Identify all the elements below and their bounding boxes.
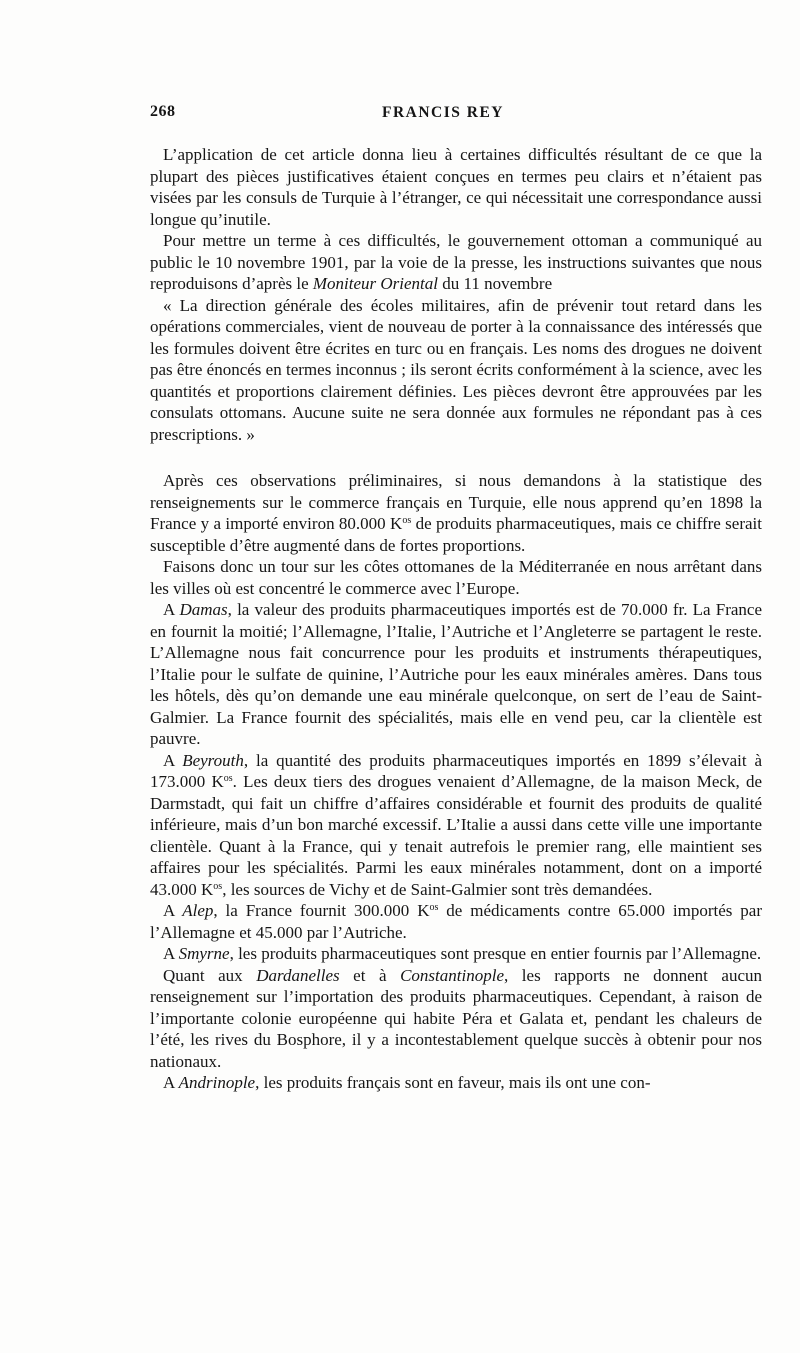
quoted-instruction: « La direction générale des écoles militaires, afin de prévenir tout retard dans les opérations commerciales, vient de nouveau de porter à la connaissance des intéressés que les formules doivent être écrites en turc ou en français. Les noms des drogues ne doivent pas être énoncés en termes inconnus ; ils seront écrits conformément à la science, avec les quantités et proportions clairement définies. Les pièces devront être approuvées par les consulats ottomans. Aucune suite ne sera donnée aux formules ne répondant pas à ces prescriptions. » (150, 295, 762, 444)
paragraph-alep: A Alep, la France fournit 300.000 $K^{os}$ de médicaments contre 65.000 importés par l’Allemagne et 45.000 par l’Autriche. (150, 901, 762, 942)
place-alep: Alep (182, 901, 214, 920)
place-constantinople: Constantinople (400, 965, 504, 985)
paragraph-damas: A Damas, la valeur des produits pharmaceutiques importés est de 70.000 fr. La France en fournit la moitié; l’Allemagne, l’Italie, l’Autriche et l’Angleterre se partagent le reste. L’Allemagne nous fait concurrence pour les produits et instruments thérapeutiques, l’Italie pour le sulfate de quinine, l’Autriche pour les eaux minérales amères. Dans tous les hôtels, dès qu’on demande une eau minérale quelconque, on sert de l’eau de Saint-Galmier. La France fournit des spécialités, mais elle en vend peu, car la clientèle est pauvre. (150, 600, 762, 748)
paragraph-statistics: Après ces observations préliminaires, si nous demandons à la statistique des renseignements sur le commerce français en Turquie, elle nous apprend qu’en 1898 la France y a importé environ 80.000 $K^{os}$ de produits pharmaceutiques, mais ce chiffre serait susceptible d’être augmenté dans de fortes proportions. (150, 471, 762, 555)
place-dardanelles: Dardanelles (256, 965, 340, 985)
place-andrinople: Andrinople (178, 1073, 256, 1092)
moniteur-oriental-title: Moniteur Oriental (312, 274, 439, 293)
paragraph-tour: Faisons donc un tour sur les côtes ottomanes de la Méditerranée en nous arrêtant dans les villes où est concentré le commerce avec l’Europe. (150, 557, 762, 598)
place-smyrne: Smyrne (178, 944, 230, 963)
paragraph-beyrouth: A Beyrouth, la quantité des produits pharmaceutiques importés en 1899 s’élevait à 173.000 $K^{os}$. Les deux tiers des drogues venaient d’Allemagne, de la maison Meck, de Darmstadt, qui fait un chiffre d’affaires considérable et fournit des produits de qualité inférieure, mais d’un bon marché excessif. L’Italie a aussi dans cette ville une importante clientèle. Quant à la France, qui y tenait autrefois le premier rang, elle maintient ses affaires pour les spécialités. Parmi les eaux minérales notamment, dont on a importé 43.000 $K^{os}$, les sources de Vichy et de Saint-Galmier sont très demandées. (150, 750, 763, 899)
place-beyrouth: Beyrouth (182, 750, 244, 770)
paragraph-ottoman-instructions: Pour mettre un terme à ces difficultés, le gouvernement ottoman a communiqué au public le 10 novembre 1901, par la voie de la presse, les instructions suivantes que nous reproduisons d’après le Moniteur Oriental du 11 novembre (150, 231, 762, 293)
body-text (150, 144, 762, 1094)
page-number: 268 (150, 103, 176, 120)
paragraph-application: L’application de cet article donna lieu à certaines difficultés résultant de ce que la plupart des pièces justificatives étaient conçues en termes peu clairs et n’étaient pas visées par les consuls de Turquie à l’étranger, ce qui nécessitait une correspondance aussi longue qu’inutile. (150, 145, 762, 229)
place-damas: Damas (179, 600, 228, 619)
paragraph-smyrne: A Smyrne, les produits pharmaceutiques sont presque en entier fournis par l’Allemagne. (163, 944, 762, 963)
running-title: FRANCIS REY (382, 104, 504, 121)
paragraph-dardanelles: Quant aux Dardanelles et à Constantinople, les rapports ne donnent aucun renseignement sur l’importation des produits pharmaceutiques. Cependant, à raison de l’importante colonie européenne qui habite Péra et Galata et, pendant les chaleurs de l’été, les rives du Bosphore, il y a incontestablement quelque succès à obtenir pour nos nationaux. (150, 965, 762, 1071)
paragraph-andrinople: A Andrinople, les produits français sont en faveur, mais ils ont une con- (163, 1073, 651, 1092)
running-header (150, 103, 762, 129)
